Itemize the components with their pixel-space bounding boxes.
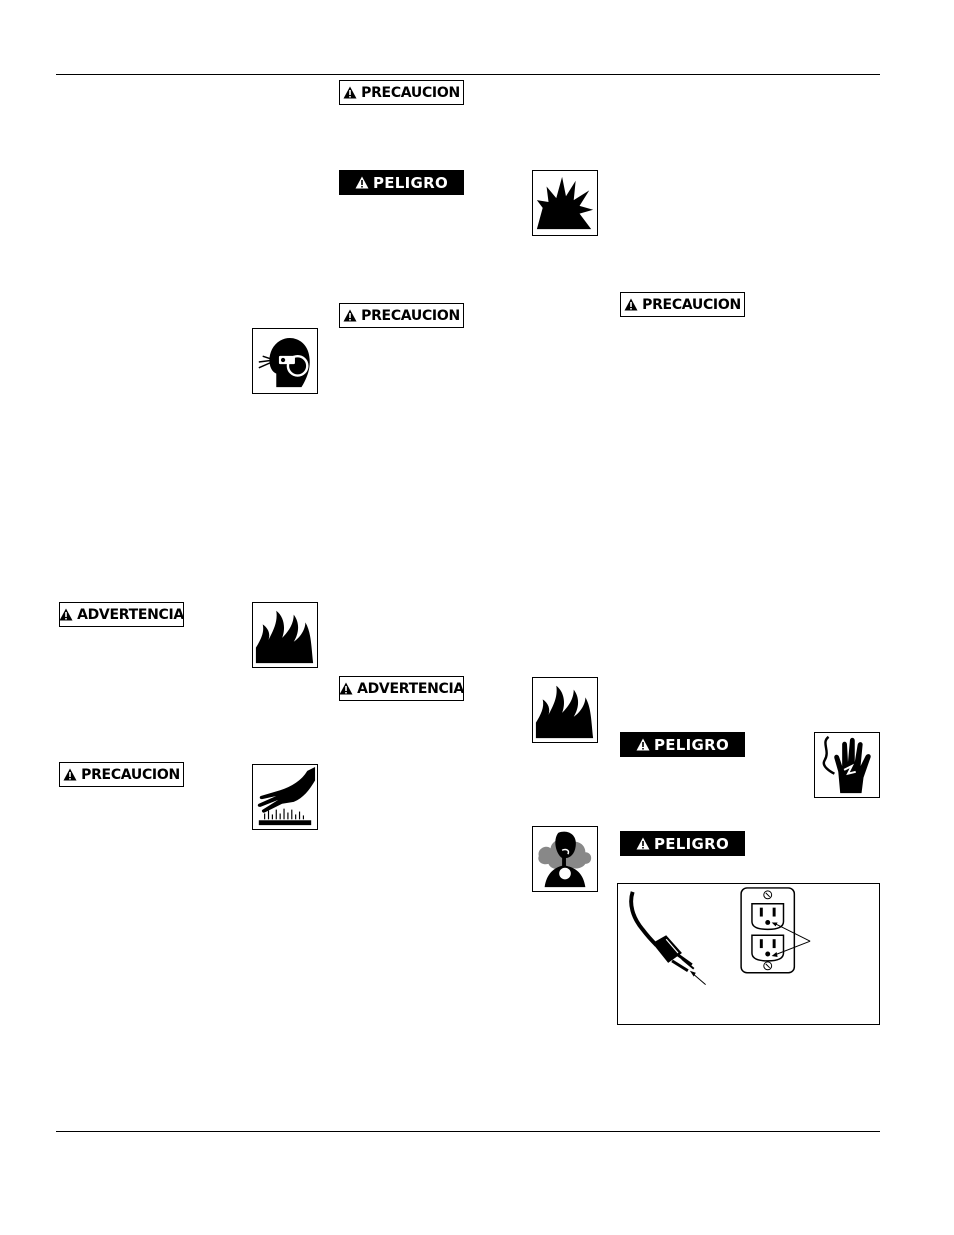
warning-triangle-icon <box>636 837 650 850</box>
eye-ear-protection-icon <box>252 328 318 394</box>
label-text: PRECAUCION <box>642 296 741 313</box>
peligro-label <box>620 831 745 856</box>
toxic-fumes-icon <box>532 826 598 892</box>
precaucion-label <box>339 303 464 328</box>
warning-triangle-icon <box>636 738 650 751</box>
explosion-icon <box>532 170 598 236</box>
warning-triangle-icon <box>624 298 638 311</box>
label-text: PRECAUCION <box>361 84 460 101</box>
hot-surface-icon <box>252 764 318 830</box>
precaucion-label <box>59 762 184 787</box>
header-rule <box>56 74 880 75</box>
warning-triangle-icon <box>343 309 357 322</box>
precaucion-label <box>620 292 745 317</box>
footer-rule <box>56 1131 880 1132</box>
precaucion-label <box>339 80 464 105</box>
advertencia-label <box>339 676 464 701</box>
label-text: ADVERTENCIA <box>77 606 184 623</box>
peligro-label <box>620 732 745 757</box>
fire-icon <box>252 602 318 668</box>
advertencia-label <box>59 602 184 627</box>
warning-triangle-icon <box>59 608 73 621</box>
warning-triangle-icon <box>343 86 357 99</box>
label-text: PELIGRO <box>653 735 730 754</box>
label-text: PRECAUCION <box>361 307 460 324</box>
grounded-plug-outlet-figure <box>617 883 880 1025</box>
label-text: PRECAUCION <box>81 766 180 783</box>
fire-icon <box>532 677 598 743</box>
warning-triangle-icon <box>63 768 77 781</box>
label-text: PELIGRO <box>653 834 730 853</box>
label-text: PELIGRO <box>372 173 449 192</box>
label-text: ADVERTENCIA <box>357 680 464 697</box>
warning-triangle-icon <box>339 682 353 695</box>
warning-triangle-icon <box>355 176 369 189</box>
peligro-label <box>339 170 464 195</box>
electric-shock-icon <box>814 732 880 798</box>
